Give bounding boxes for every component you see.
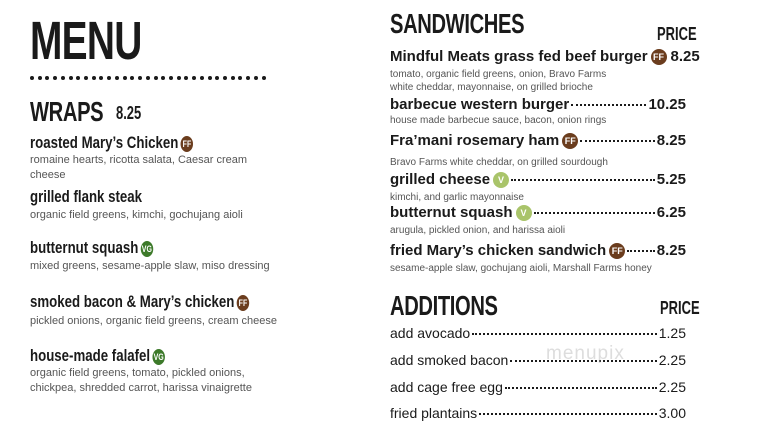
sandwich-desc: Bravo Farms white cheddar, on grilled sourdough	[390, 157, 608, 168]
sandwich-name: Mindful Meats grass fed beef burger	[390, 48, 648, 65]
wrap-item-name: butternut squash VG	[30, 238, 152, 257]
sandwich-name: Fra’mani rosemary ham	[390, 132, 560, 149]
ff-badge-icon: FF	[651, 49, 667, 65]
sandwich-row	[390, 171, 686, 188]
sandwich-row	[390, 96, 686, 113]
sandwich-desc: kimchi, and garlic mayonnaise	[390, 192, 524, 203]
wrap-item-desc: organic field greens, tomato, pickled onions, chickpea, shredded carrot, harissa vinaigrette	[30, 367, 252, 394]
additions-heading: ADDITIONS	[390, 290, 498, 321]
sandwiches-price-label: PRICE	[657, 24, 697, 44]
wrap-item-name: house-made falafel VG	[30, 346, 164, 365]
dotted-divider	[30, 76, 266, 80]
addition-name: add cage free egg	[390, 379, 503, 395]
sandwich-price: 5.25	[656, 171, 686, 188]
ff-badge-icon: FF	[181, 136, 193, 152]
wrap-item-desc: mixed greens, sesame-apple slaw, miso dressing	[30, 260, 270, 272]
menu-title: MENU	[30, 11, 142, 71]
addition-price: 3.00	[658, 405, 686, 421]
sandwich-name: grilled cheese	[390, 171, 491, 188]
sandwich-name: barbecue western burger	[390, 96, 570, 113]
addition-name: fried plantains	[390, 405, 478, 421]
sandwich-price: 6.25	[656, 204, 686, 221]
sandwich-name: butternut squash	[390, 204, 513, 221]
v-badge-icon: V	[516, 205, 532, 221]
v-badge-icon: V	[493, 172, 509, 188]
sandwich-desc: white cheddar, mayonnaise, on grilled brioche	[390, 82, 593, 93]
sandwich-price: 8.25	[656, 132, 686, 149]
wrap-item-desc: organic field greens, kimchi, gochujang aioli	[30, 209, 243, 221]
addition-price: 2.25	[658, 352, 686, 368]
wrap-item-desc: pickled onions, organic field greens, cream cheese	[30, 315, 278, 327]
addition-price: 2.25	[658, 379, 686, 395]
sandwich-row	[390, 48, 700, 65]
ff-badge-icon: FF	[237, 295, 249, 311]
addition-row	[390, 325, 686, 341]
vg-badge-icon: VG	[141, 241, 153, 257]
sandwiches-heading: SANDWICHES	[390, 8, 525, 39]
addition-price: 1.25	[658, 325, 686, 341]
addition-name: add smoked bacon	[390, 352, 509, 368]
addition-row	[390, 379, 686, 395]
addition-row	[390, 405, 686, 421]
ff-badge-icon: FF	[609, 243, 625, 259]
wraps-heading: WRAPS	[30, 96, 104, 127]
ff-badge-icon: FF	[562, 133, 578, 149]
sandwich-row	[390, 242, 686, 259]
wrap-item-desc: romaine hearts, ricotta salata, Caesar cream cheese	[30, 154, 248, 181]
addition-name: add avocado	[390, 325, 471, 341]
sandwich-price: 8.25	[656, 242, 686, 259]
sandwich-price: 8.25	[670, 48, 700, 65]
vg-badge-icon: VG	[152, 349, 164, 365]
wrap-item-name: smoked bacon & Mary’s chicken FF	[30, 292, 248, 311]
sandwich-name: fried Mary’s chicken sandwich	[390, 242, 607, 259]
sandwich-row	[390, 204, 686, 221]
sandwich-desc: house made barbecue sauce, bacon, onion rings	[390, 115, 607, 126]
addition-row	[390, 352, 686, 368]
additions-price-label: PRICE	[660, 298, 700, 318]
sandwich-desc: sesame-apple slaw, gochujang aioli, Marshall Farms honey	[390, 263, 652, 274]
sandwich-row	[390, 132, 686, 149]
wraps-price: 8.25	[116, 103, 142, 123]
wrap-item-name: grilled flank steak	[30, 187, 143, 206]
watermark: menupix	[546, 343, 625, 364]
sandwich-desc: arugula, pickled onion, and harissa aioli	[390, 225, 566, 236]
sandwich-price: 10.25	[648, 96, 686, 113]
sandwich-desc: tomato, organic field greens, onion, Bravo Farms	[390, 69, 607, 80]
wrap-item-name: roasted Mary’s Chicken FF	[30, 133, 192, 152]
